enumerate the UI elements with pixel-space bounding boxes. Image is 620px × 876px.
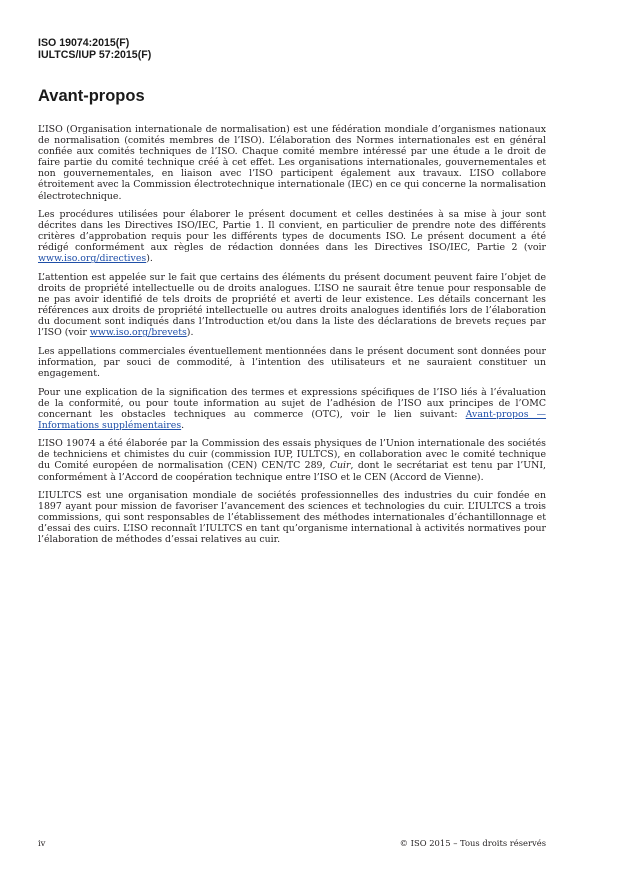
copyright-notice: © ISO 2015 – Tous droits réservés bbox=[399, 838, 546, 848]
paragraph-end: ). bbox=[146, 253, 153, 265]
paragraph-procedures bbox=[38, 209, 546, 264]
paragraph-iso-intro: L’ISO (Organisation internationale de normalisation) est une fédération mondiale d’organismes nationaux de normalisation (comités membres de l’ISO). L’élaboration des Normes internationales est en général confiée aux comités techniques de l’ISO. Chaque comité membre intéressé par une étude a le droit de faire partie du comité technique créé à cet effet. Les organisations internationales, gouvernementales et non gouvernementales, en liaison avec l’ISO participent également aux travaux. L’ISO collabore étroitement avec la Commission électrotechnique internationale (IEC) en ce qui concerne la normalisation électrotechnique. bbox=[38, 124, 546, 202]
paragraph-conformity bbox=[38, 387, 546, 431]
paragraph-text: L’attention est appelée sur le fait que certains des éléments du présent document peuvent faire l’objet de droits de propriété intellectuelle ou de droits analogues. L’ISO ne saurait être tenue pour responsable de ne pas avoir identifié de tels droits de propriété et averti de leur existence. Les détails concernant les références aux droits de propriété intellectuelle ou autres droits analogues identifiés lors de l’élaboration du document sont indiqués dans l’Introduction et/ou dans la liste des déclarations de brevets reçues par l’ISO (voir bbox=[38, 271, 546, 339]
foreword-body bbox=[38, 124, 546, 553]
committee-title: Cuir bbox=[329, 460, 351, 472]
page-footer bbox=[38, 838, 546, 848]
document-header bbox=[38, 38, 151, 62]
paragraph-patents bbox=[38, 272, 546, 339]
paragraph-committee bbox=[38, 438, 546, 482]
iultcs-number: IULTCS/IUP 57:2015(F) bbox=[38, 48, 152, 61]
patents-link[interactable]: www.iso.org/brevets bbox=[89, 327, 187, 339]
section-title: Avant-propos bbox=[38, 87, 145, 105]
paragraph-iultcs: L’IULTCS est une organisation mondiale de sociétés professionnelles des industries du cuir fondée en 1897 ayant pour mission de favoriser l’avancement des sciences et technologies du cuir. L’IULTCS a trois commissions, qui sont responsables de l’établissement des méthodes internationales d’échantillonnage et d’essai des cuirs. L’ISO reconnaît l’IULTCS en tant qu’organisme international à activités normatives pour l’élaboration de méthodes d’essai relatives au cuir. bbox=[38, 490, 546, 546]
paragraph-end: . bbox=[181, 419, 185, 431]
paragraph-text: Pour une explication de la signification des termes et expressions spécifiques de l’ISO liés à l’évaluation de la conformité, ou pour toute information au sujet de l’adhésion de l’ISO aux principes de l’OMC concernant les obstacles techniques au commerce (OTC), voir le lien suivant: bbox=[38, 386, 546, 420]
paragraph-text: Les procédures utilisées pour élaborer le présent document et celles destinées à sa mise à jour sont décrites dans les Directives ISO/IEC, Partie 1. Il convient, en particulier de prendre note des différents critères d’approbation requis pour les différents types de documents ISO. Le présent document a été rédigé conformément aux règles de rédaction données dans les Directives ISO/IEC, Partie 2 (voir bbox=[38, 209, 546, 254]
supplementary-info-link[interactable]: Avant-propos — Informations supplémentaires bbox=[38, 408, 547, 431]
directives-link[interactable]: www.iso.org/directives bbox=[38, 253, 147, 265]
standard-number: ISO 19074:2015(F) bbox=[38, 37, 130, 49]
paragraph-trade-names: Les appellations commerciales éventuellement mentionnées dans le présent document sont données pour information, par souci de commodité, à l’intention des utilisateurs et ne sauraient constituer un engagement. bbox=[38, 345, 546, 380]
paragraph-text: L’ISO 19074 a été élaborée par la Commission des essais physiques de l’Union internationale des sociétés de techniciens et chimistes du cuir (commission IUP, IULTCS), en collaboration avec le comité technique du Comité européen de normalisation (CEN) CEN/TC 289, bbox=[38, 438, 546, 472]
paragraph-end: , dont le secrétariat est tenu par l’UNI, conformément à l’Accord de coopération technique entre l’ISO et le CEN (Accord de Vienne). bbox=[38, 460, 546, 483]
paragraph-end: ). bbox=[186, 327, 194, 339]
page-number: iv bbox=[38, 838, 46, 848]
